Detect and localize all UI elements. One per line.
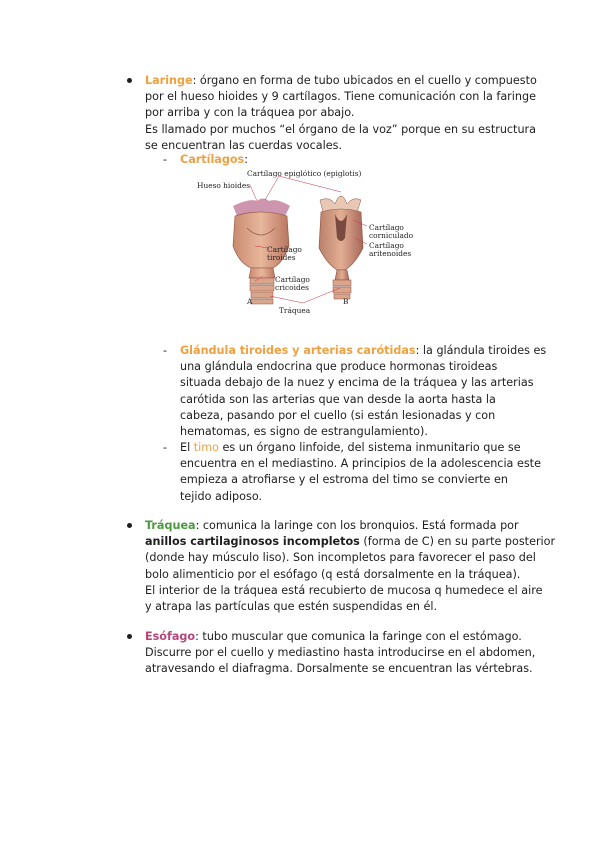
bullet-dot [127, 78, 132, 83]
traquea-text-2: (forma de C) en su parte posterior [359, 535, 556, 549]
tiroides-line5: cabeza, pasando por el cuello (si están lesionadas y con [180, 408, 496, 422]
label-epiglotico: Cartílago epiglótico (epiglotis) [247, 169, 362, 178]
bullet-dot [127, 523, 132, 528]
laringe-line2: por el hueso hioides y 9 cartílagos. Tiene comunicación con la faringe [145, 90, 536, 104]
traquea-line6: y atrapa las partículas que estén suspendidas en él. [145, 600, 438, 614]
tiroides-line4: carótida son las arterias que van desde la aorta hasta la [180, 392, 496, 406]
term-esofago: Esófago [145, 630, 196, 643]
esofago-line3: atravesando el diafragma. Dorsalmente se encuentran las vértebras. [145, 662, 533, 676]
traquea-text-1: : comunica la laringe con los bronquios. Está formada por [195, 519, 519, 532]
tiroides-line3: situada debajo de la nuez y encima de la tráquea y las arterias [180, 376, 534, 390]
bullet-esofago [145, 629, 536, 678]
term-timo: timo [193, 441, 219, 454]
timo-line3: empieza a atrofiarse y el estroma del timo se convierte en [180, 473, 508, 487]
timo-line2: encuentra en el mediastino. A principios de la adolescencia este [180, 457, 541, 471]
laringe-line5: se encuentran las cuerdas vocales. [145, 138, 343, 152]
label-cricoides-1: Cartílago [275, 275, 310, 284]
laringe-line3: por arriba y con la tráquea por abajo. [145, 106, 355, 120]
tiroides-line2: una glándula endocrina que produce hormonas tiroideas [180, 360, 498, 374]
label-aritenoides-2: aritenoides [369, 249, 412, 258]
term-cartilagos: Cartílagos [180, 153, 245, 166]
dash-marker: - [163, 344, 168, 357]
label-aritenoides-1: Cartílago [369, 241, 404, 250]
sub-item-cartilagos [163, 152, 525, 168]
cartilagos-suffix: : [244, 153, 248, 166]
term-laringe: Laringe [145, 74, 193, 87]
label-corniculado-2: corniculado [369, 231, 414, 240]
label-cricoides-2: cricoides [275, 283, 309, 292]
label-b: B [343, 297, 349, 306]
larynx-figure [195, 168, 415, 318]
larynx-posterior-illustration [319, 196, 363, 299]
laringe-text-1: : órgano en forma de tubo ubicados en el cuello y compuesto [192, 74, 537, 87]
timo-text-1: es un órgano linfoide, del sistema inmunitario que se [218, 441, 521, 454]
laringe-line1 [145, 73, 537, 89]
esofago-line2: Discurre por el cuello y mediastino hasta introducirse en el abdomen, [145, 646, 536, 660]
label-a: A [247, 297, 253, 306]
tiroides-text-1: : la glándula tiroides es [415, 344, 547, 357]
label-tiroides-2: tiroides [267, 253, 296, 262]
bullet-laringe [145, 73, 537, 154]
laringe-line4: Es llamado por muchos “el órgano de la voz” porque en su estructura [145, 122, 536, 136]
traquea-line3: (donde hay músculo liso). Son incompletos para favorecer el paso del [145, 551, 536, 565]
traquea-bold-phrase: anillos cartilaginosos incompletos [145, 535, 360, 549]
traquea-line5: El interior de la tráquea está recubierto de mucosa q humedece el aire [145, 583, 543, 597]
dash-marker: - [163, 441, 168, 454]
sub-item-tiroides [163, 343, 547, 440]
esofago-text-1: : tubo muscular que comunica la faringe con el estómago. [195, 630, 522, 643]
bullet-dot [127, 634, 132, 639]
bullet-traquea [145, 518, 556, 615]
label-hioides: Hueso hioides [197, 181, 251, 190]
term-traquea: Tráquea [145, 519, 196, 532]
tiroides-line6: hematomas, es signo de estrangulamiento). [180, 425, 428, 439]
label-traquea: Tráquea [279, 306, 311, 315]
timo-prefix: El [180, 441, 194, 454]
traquea-line4: bolo alimenticio por el esófago (q está dorsalmente en la tráquea). [145, 567, 521, 581]
label-corniculado-1: Cartílago [369, 223, 404, 232]
term-tiroides: Glándula tiroides y arterias carótidas [180, 344, 416, 357]
timo-line4: tejido adiposo. [180, 489, 263, 503]
dash-marker: - [163, 153, 168, 166]
sub-item-timo [163, 440, 541, 505]
label-tiroides-1: Cartílago [267, 245, 302, 254]
